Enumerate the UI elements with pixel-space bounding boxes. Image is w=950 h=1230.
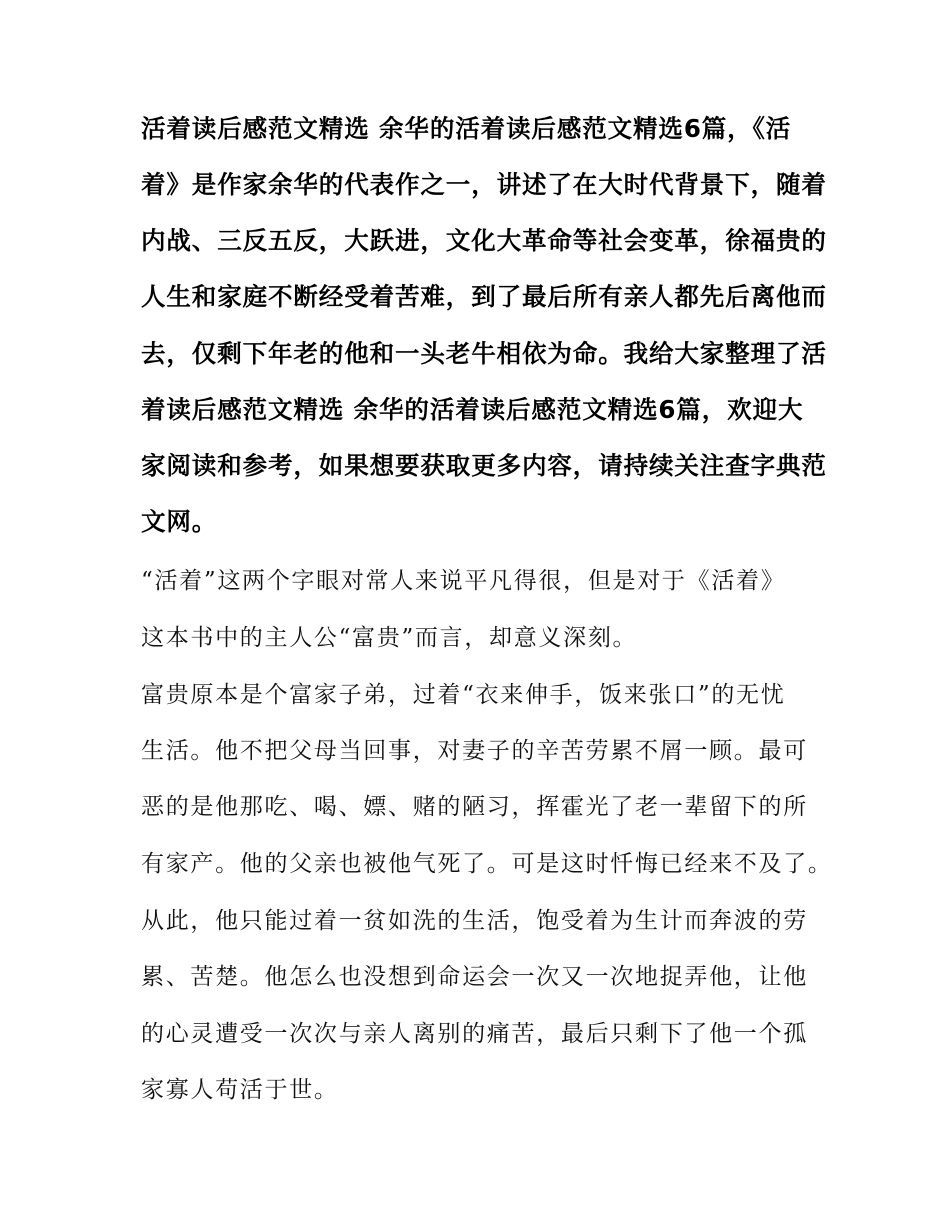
body-line: “活着”这两个字眼对常人来说平凡得很，但是对于《活着》 (141, 568, 786, 594)
intro-line: 人生和家庭不断经受着苦难，到了最后所有亲人都先后离他而 (141, 282, 827, 311)
body-line: 家寡人苟活于世。 (141, 1077, 339, 1103)
body-line: 这本书中的主人公“富贵”而言，却意义深刻。 (141, 625, 638, 651)
intro-line: 着》是作家余华的代表作之一，讲述了在大时代背景下，随着 (141, 170, 827, 199)
body-line: 富贵原本是个富家子弟，过着“衣来伸手，饭来张口”的无忧 (141, 682, 786, 708)
intro-line: 活着读后感范文精选 余华的活着读后感范文精选6篇，《活 (141, 114, 792, 143)
intro-line: 内战、三反五反，大跃进，文化大革命等社会变革，徐福贵的 (141, 226, 827, 255)
body-line: 累、苦楚。他怎么也没想到命运会一次又一次地捉弄他，让他 (141, 964, 808, 990)
body-line: 的心灵遭受一次次与亲人离别的痛苦，最后只剩下了他一个孤 (141, 1021, 808, 1047)
intro-line: 去，仅剩下年老的他和一头老牛相依为命。我给大家整理了活 (141, 339, 827, 368)
body-line: 从此，他只能过着一贫如洗的生活，饱受着为生计而奔波的劳 (141, 908, 808, 934)
intro-line: 家阅读和参考，如果想要获取更多内容，请持续关注查字典范 (141, 451, 827, 480)
intro-line: 着读后感范文精选 余华的活着读后感范文精选6篇，欢迎大 (141, 395, 804, 424)
body-line: 有家产。他的父亲也被他气死了。可是这时忏悔已经来不及了。 (141, 851, 833, 877)
body-line: 生活。他不把父母当回事，对妻子的辛苦劳累不屑一顾。最可 (141, 738, 808, 764)
intro-line: 文网。 (141, 507, 218, 536)
body-line: 恶的是他那吃、喝、嫖、赌的陋习，挥霍光了老一辈留下的所 (141, 794, 808, 820)
